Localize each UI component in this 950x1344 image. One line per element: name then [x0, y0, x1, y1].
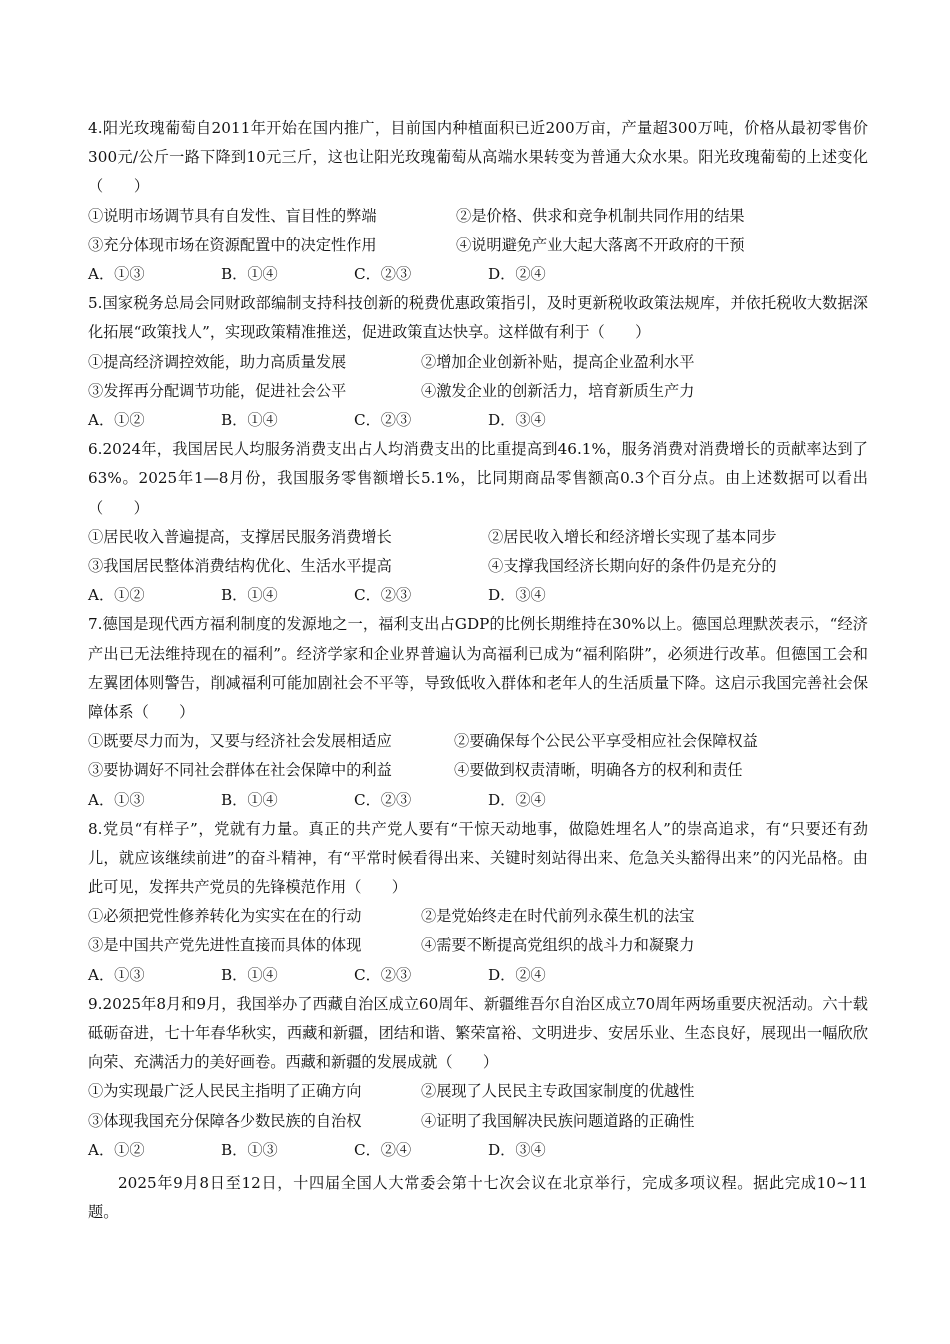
question-stem: 5.国家税务总局会同财政部编制支持科技创新的税费优惠政策指引，及时更新税收政策法规库，并依托税收大数据深化拓展“政策找人”，实现政策精准推送，促进政策直达快享。这样做有利于（ ） — [88, 294, 868, 342]
option-4: ④说明避免产业大起大落离不开政府的干预 — [456, 235, 745, 254]
option-1: ①为实现最广泛人民民主指明了正确方向 — [88, 1082, 362, 1101]
answer-a: A．①③ — [88, 965, 145, 984]
answer-a: A．①② — [88, 586, 145, 605]
options-row — [88, 231, 868, 260]
answer-b: B．①④ — [221, 410, 278, 429]
question-7 — [88, 610, 868, 814]
option-2: ②要确保每个公民公平享受相应社会保障权益 — [454, 732, 758, 751]
question-stem: 9.2025年8月和9月，我国举办了西藏自治区成立60周年、新疆维吾尔自治区成立70周年两场重要庆祝活动。六十载砥砺奋进，七十年春华秋实，西藏和新疆，团结和谐、繁荣富裕、文明进步、安居乐业、生态良好，展现出一幅欣欣向荣、充满活力的美好画卷。西藏和新疆的发展成就（ ） — [88, 994, 868, 1072]
options-row — [88, 902, 868, 931]
question-9 — [88, 990, 868, 1165]
options-row — [88, 931, 868, 960]
question-stem: 7.德国是现代西方福利制度的发源地之一，福利支出占GDP的比例长期维持在30%以上。德国总理默茨表示，“经济产出已无法维持现在的福利”。经济学家和企业界普遍认为高福利已成为“福利陷阱”，必须进行改革。但德国工会和左翼团体则警告，削减福利可能加剧社会不平等，导致低收入群体和老年人的生活质量下降。这启示我国完善社会保障体系（ ） — [88, 615, 868, 721]
answer-c: C．②③ — [354, 264, 412, 283]
answer-d: D．②④ — [488, 965, 546, 984]
question-stem: 4.阳光玫瑰葡萄自2011年开始在国内推广，目前国内种植面积已近200万亩，产量超300万吨，价格从最初零售价300元/公斤一路下降到10元三斤，这也让阳光玫瑰葡萄从高端水果转变为普通大众水果。阳光玫瑰葡萄的上述变化（ ） — [88, 119, 868, 196]
question-stem: 6.2024年，我国居民人均服务消费支出占人均消费支出的比重提高到46.1%，服务消费对消费增长的贡献率达到了63%。2025年1—8月份，我国服务零售额增长5.1%，比同期商品零售额高0.3个百分点。由上述数据可以看出（ ） — [88, 440, 868, 517]
answer-c: C．②③ — [354, 965, 412, 984]
answer-choices — [88, 961, 868, 990]
answer-a: A．①② — [88, 410, 145, 429]
options-row — [88, 202, 868, 231]
question-stem: 8.党员“有样子”，党就有力量。真正的共产党人要有“干惊天动地事，做隐姓埋名人”的崇高追求，有“只要还有劲儿，就应该继续前进”的奋斗精神，有“平常时候看得出来、关键时刻站得出来、危急关头豁得出来”的闪光品格。由此可见，发挥共产党员的先锋模范作用（ ） — [88, 819, 868, 897]
question-8 — [88, 815, 868, 990]
option-1: ①说明市场调节具有自发性、盲目性的弊端 — [88, 206, 377, 225]
section-intro: 2025年9月8日至12日，十四届全国人大常委会第十七次会议在北京举行，完成多项议程。据此完成10~11题。 — [88, 1174, 868, 1222]
question-4 — [88, 114, 868, 289]
answer-a: A．①③ — [88, 790, 145, 809]
options-row — [88, 377, 868, 406]
answer-choices — [88, 406, 868, 435]
option-3: ③体现我国充分保障各少数民族的自治权 — [88, 1111, 362, 1130]
answer-d: D．③④ — [488, 1140, 546, 1159]
option-3: ③充分体现市场在资源配置中的决定性作用 — [88, 235, 377, 254]
options-row — [88, 1077, 868, 1106]
answer-b: B．①④ — [221, 264, 278, 283]
option-1: ①提高经济调控效能，助力高质量发展 — [88, 352, 347, 371]
answer-choices — [88, 260, 868, 289]
option-2: ②是价格、供求和竞争机制共同作用的结果 — [456, 206, 745, 225]
option-3: ③是中国共产党先进性直接而具体的体现 — [88, 936, 362, 955]
option-4: ④激发企业的创新活力，培育新质生产力 — [421, 381, 695, 400]
answer-c: C．②④ — [354, 1140, 412, 1159]
answer-d: D．②④ — [488, 264, 546, 283]
answer-choices — [88, 1136, 868, 1165]
answer-c: C．②③ — [354, 410, 412, 429]
options-row — [88, 523, 868, 552]
option-4: ④支撑我国经济长期向好的条件仍是充分的 — [488, 556, 777, 575]
option-1: ①居民收入普遍提高，支撑居民服务消费增长 — [88, 527, 392, 546]
option-2: ②居民收入增长和经济增长实现了基本同步 — [488, 527, 777, 546]
option-4: ④需要不断提高党组织的战斗力和凝聚力 — [421, 936, 695, 955]
option-3: ③我国居民整体消费结构优化、生活水平提高 — [88, 556, 392, 575]
option-3: ③发挥再分配调节功能，促进社会公平 — [88, 381, 347, 400]
answer-choices — [88, 581, 868, 610]
answer-d: D．③④ — [488, 586, 546, 605]
answer-a: A．①② — [88, 1140, 145, 1159]
option-1: ①必须把党性修养转化为实实在在的行动 — [88, 907, 362, 926]
exam-page — [88, 114, 868, 1227]
options-row — [88, 727, 868, 756]
answer-d: D．③④ — [488, 410, 546, 429]
option-2: ②增加企业创新补贴，提高企业盈利水平 — [421, 352, 695, 371]
options-row — [88, 756, 868, 785]
question-5 — [88, 289, 868, 435]
answer-a: A．①③ — [88, 264, 145, 283]
question-6 — [88, 435, 868, 610]
option-2: ②是党始终走在时代前列永葆生机的法宝 — [421, 907, 695, 926]
options-row — [88, 1107, 868, 1136]
answer-choices — [88, 786, 868, 815]
options-row — [88, 348, 868, 377]
option-3: ③要协调好不同社会群体在社会保障中的利益 — [88, 761, 392, 780]
option-4: ④证明了我国解决民族问题道路的正确性 — [421, 1111, 695, 1130]
answer-b: B．①④ — [221, 586, 278, 605]
answer-d: D．②④ — [488, 790, 546, 809]
answer-b: B．①④ — [221, 965, 278, 984]
option-4: ④要做到权责清晰，明确各方的权利和责任 — [454, 761, 743, 780]
answer-b: B．①③ — [221, 1140, 278, 1159]
option-1: ①既要尽力而为，又要与经济社会发展相适应 — [88, 732, 392, 751]
answer-c: C．②③ — [354, 586, 412, 605]
answer-b: B．①④ — [221, 790, 278, 809]
options-row — [88, 552, 868, 581]
answer-c: C．②③ — [354, 790, 412, 809]
option-2: ②展现了人民民主专政国家制度的优越性 — [421, 1082, 695, 1101]
